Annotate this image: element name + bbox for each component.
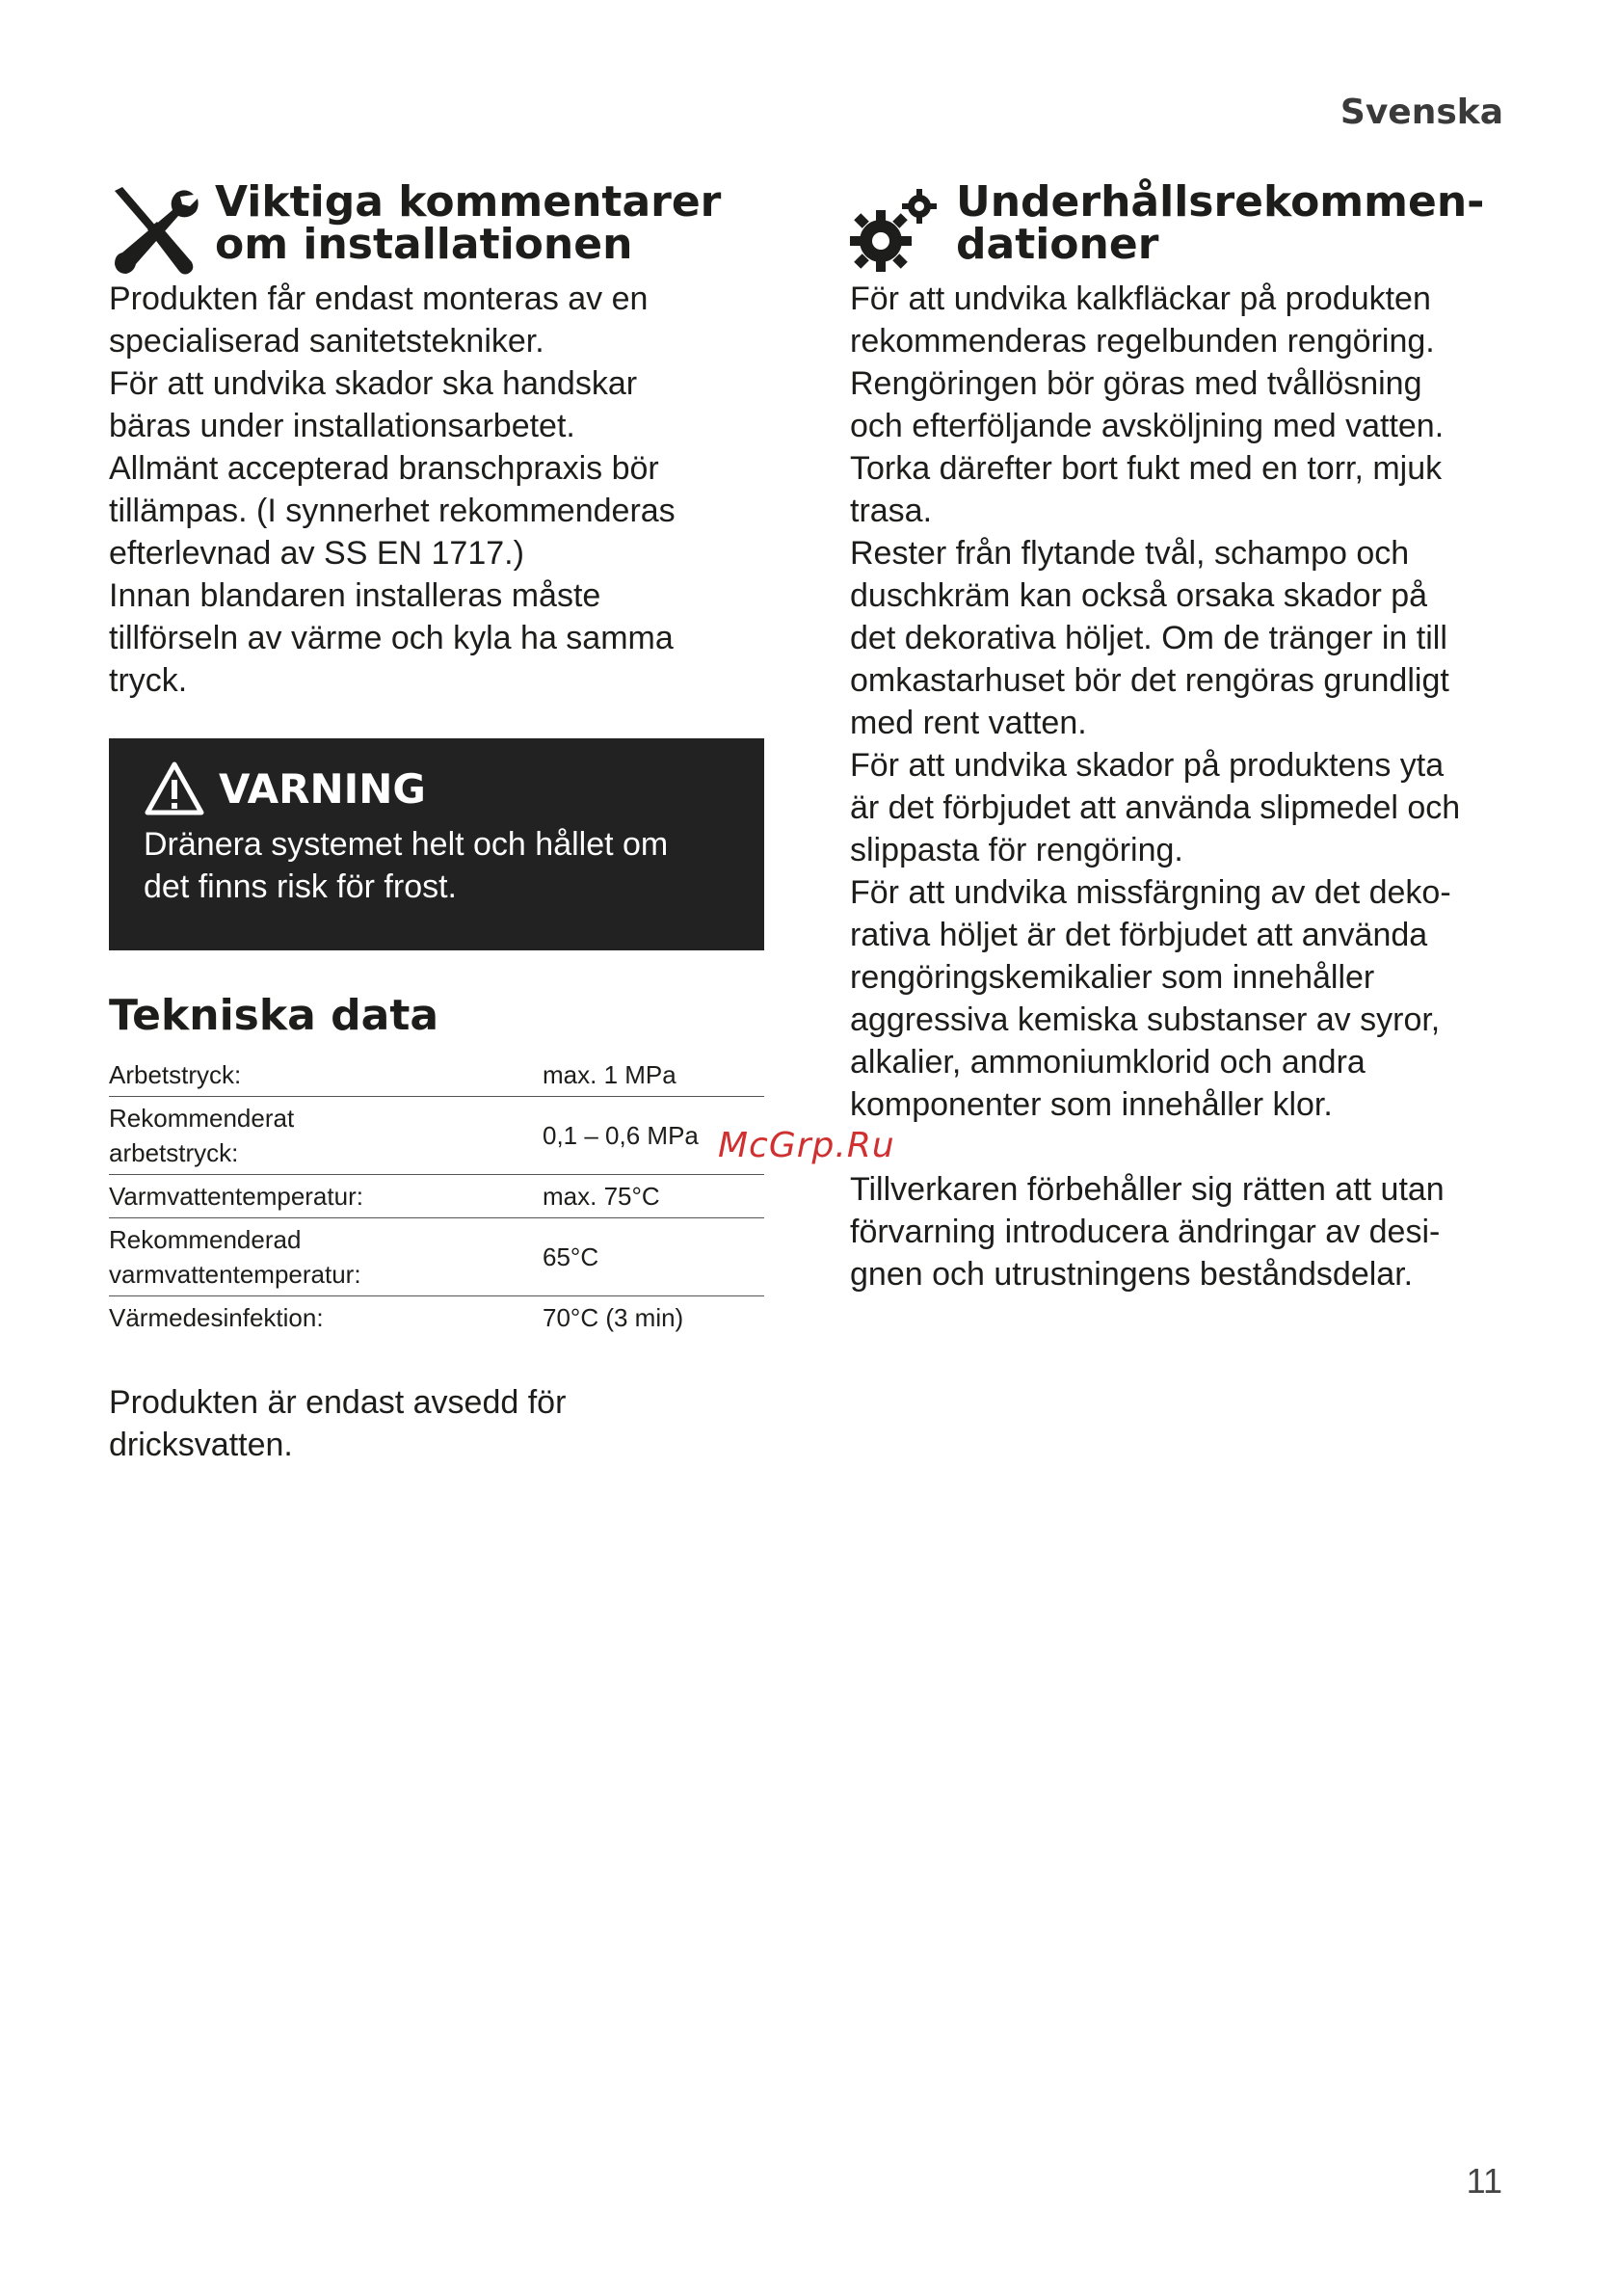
warning-title: VARNING [219, 764, 426, 813]
language-label: Svenska [1339, 93, 1503, 132]
warning-line: det finns risk för frost. [144, 868, 457, 905]
text-line: Tillverkaren förbehåller sig rätten att utan [850, 1171, 1445, 1208]
text-line: är det förbjudet att använda slipmedel och [850, 789, 1461, 826]
spec-label: Rekommenderad varmvattentemperatur: [109, 1218, 543, 1296]
text-line: och efterföljande avsköljning med vatten. [850, 408, 1445, 444]
tools-icon [109, 185, 201, 278]
gears-icon [850, 185, 942, 278]
maintenance-heading [850, 177, 1515, 278]
text-line: komponenter som innehåller klor. [850, 1086, 1333, 1123]
table-row [109, 1296, 764, 1340]
text-line: duschkräm kan också orsaka skador på [850, 577, 1428, 614]
text-line: För att undvika skador på produktens yta [850, 747, 1445, 784]
warning-box [109, 738, 764, 950]
text-line: tillämpas. (I synnerhet rekommenderas [109, 493, 676, 529]
spec-value: 0,1 – 0,6 MPa [543, 1097, 764, 1175]
text-line: rekommenderas regelbunden rengöring. [850, 323, 1435, 360]
spec-label: Värmedesinfektion: [109, 1303, 324, 1332]
installation-title-line1: Viktiga kommentarer [215, 177, 722, 227]
spec-value: 70°C (3 min) [543, 1303, 684, 1332]
text-line: förvarning introducera ändringar av desi- [850, 1214, 1441, 1250]
text-line: med rent vatten. [850, 705, 1087, 741]
table-row [109, 1175, 764, 1218]
table-row [109, 1054, 764, 1097]
text-line: efterlevnad av SS EN 1717.) [109, 535, 524, 572]
right-column [850, 177, 1515, 1295]
page-number: 11 [1466, 2161, 1502, 2201]
text-line: bäras under installationsarbetet. [109, 408, 575, 444]
text-line: För att undvika skador ska handskar [109, 365, 638, 402]
spec-label: Varmvattentemperatur: [109, 1175, 543, 1218]
text-line: dricksvatten. [109, 1427, 293, 1463]
text-line: Rester från flytande tvål, schampo och [850, 535, 1410, 572]
text-line: Produkten får endast monteras av en [109, 280, 649, 317]
spec-label: Arbetstryck: [109, 1054, 543, 1097]
maintenance-text [850, 278, 1515, 1126]
spec-value: max. 1 MPa [543, 1054, 764, 1097]
left-column [109, 177, 764, 1466]
text-line: För att undvika missfärgning av det deko- [850, 874, 1451, 911]
text-line: Rengöringen bör göras med tvållösning [850, 365, 1422, 402]
text-line: rengöringskemikalier som innehåller [850, 959, 1375, 996]
drinking-water-note [109, 1381, 764, 1466]
installation-text [109, 278, 764, 702]
table-row [109, 1097, 764, 1175]
spec-value: max. 75°C [543, 1175, 764, 1218]
installation-title-line2: om installationen [215, 220, 633, 269]
text-line: Produkten är endast avsedd för [109, 1384, 567, 1421]
text-line: Innan blandaren installeras måste [109, 577, 601, 614]
text-line: Allmänt accepterad branschpraxis bör [109, 450, 659, 487]
table-row [109, 1218, 764, 1296]
watermark: McGrp.Ru [718, 1126, 895, 1165]
text-line: tryck. [109, 662, 188, 699]
text-line: För att undvika kalkfläckar på produkten [850, 280, 1431, 317]
maintenance-title-line2: dationer [956, 220, 1159, 269]
warning-triangle-icon [144, 761, 205, 816]
text-line: omkastarhuset bör det rengöras grundligt [850, 662, 1449, 699]
installation-heading [109, 177, 764, 278]
text-line: gnen och utrustningens beståndsdelar. [850, 1256, 1414, 1293]
warning-line: Dränera systemet helt och hållet om [144, 826, 669, 863]
disclaimer-text [850, 1168, 1515, 1295]
text-line: slippasta för rengöring. [850, 832, 1183, 868]
text-line: det dekorativa höljet. Om de tränger in till [850, 620, 1447, 656]
text-line: aggressiva kemiska substanser av syror, [850, 1001, 1441, 1038]
text-line: Torka därefter bort fukt med en torr, mjuk [850, 450, 1443, 487]
text-line: trasa. [850, 493, 933, 529]
text-line: tillförseln av värme och kyla ha samma [109, 620, 674, 656]
spec-value: 65°C [543, 1218, 764, 1296]
text-line: rativa höljet är det förbjudet att använda [850, 917, 1428, 953]
tech-table [109, 1054, 764, 1339]
tech-title: Tekniska data [109, 991, 439, 1040]
spec-label: Rekommenderat arbetstryck: [109, 1097, 543, 1175]
text-line: specialiserad sanitetstekniker. [109, 323, 544, 360]
text-line: alkalier, ammoniumklorid och andra [850, 1044, 1366, 1081]
maintenance-title-line1: Underhållsrekommen- [956, 177, 1485, 227]
